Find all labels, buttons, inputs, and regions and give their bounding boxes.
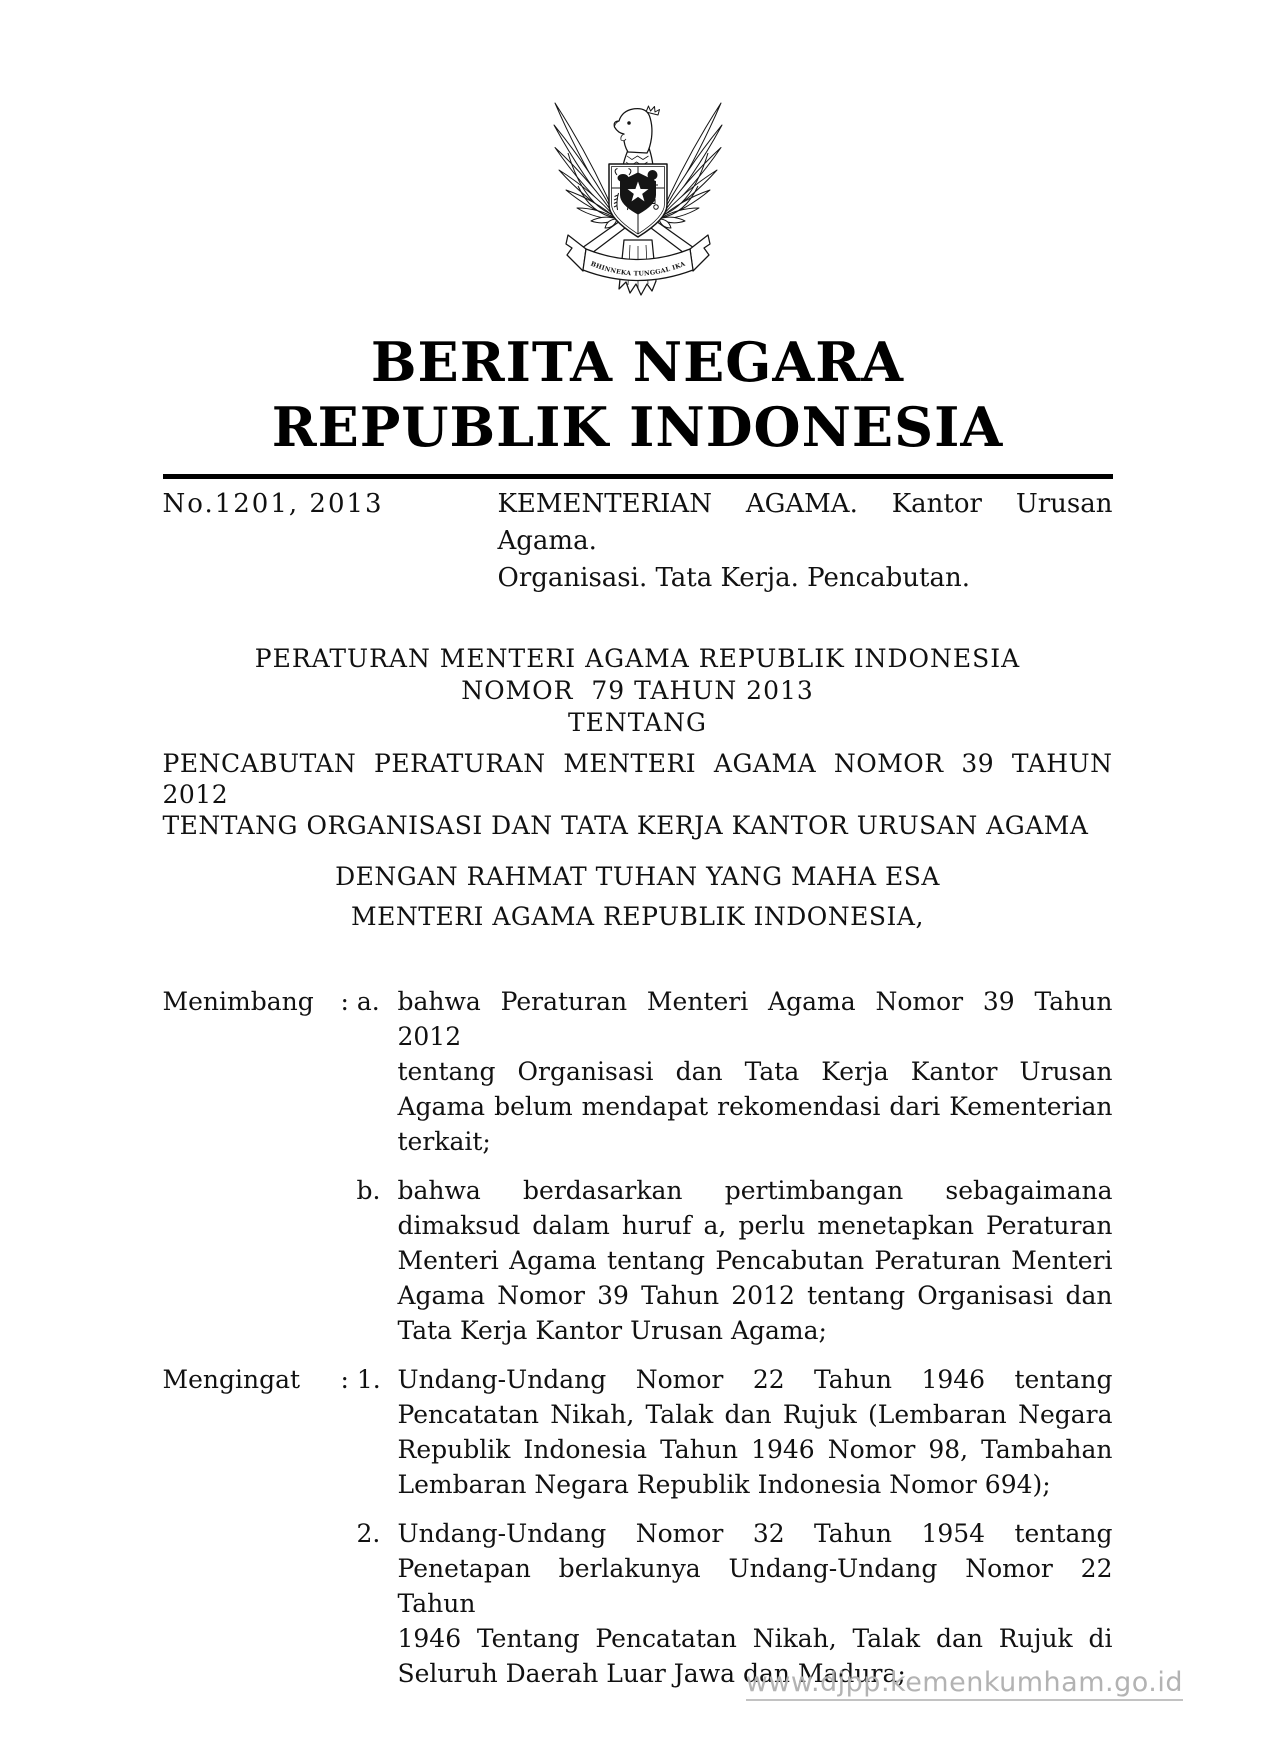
- masthead-divider-rule: [163, 474, 1113, 479]
- regulation-subject: [163, 748, 1113, 841]
- clause-line: bahwa berdasarkan pertimbangan sebagaimana: [397, 1176, 1113, 1205]
- clause-menimbang-a: [163, 984, 1113, 1159]
- masthead-line2: REPUBLIK INDONESIA: [271, 395, 1004, 459]
- clause-text: [398, 1362, 1113, 1502]
- clause-line: terkait;: [397, 1127, 491, 1156]
- regulation-subject-line1: PENCABUTAN PERATURAN MENTERI AGAMA NOMOR 39 TAHUN 2012: [162, 749, 1113, 809]
- clause-label: [163, 1173, 341, 1348]
- clauses-section: [163, 984, 1113, 1691]
- clause-line: Undang-Undang Nomor 22 Tahun 1946 tentang: [397, 1365, 1113, 1394]
- clause-line: Seluruh Daerah Luar Jawa dan Madura;: [397, 1659, 906, 1688]
- subject-keywords-line2: Organisasi. Tata Kerja. Pencabutan.: [497, 563, 971, 593]
- clause-label: Mengingat: [162, 1365, 301, 1394]
- tentang-label: TENTANG: [567, 708, 707, 737]
- clause-label: Menimbang: [162, 987, 314, 1016]
- gazette-masthead: [0, 330, 1275, 460]
- clause-line: 1946 Tentang Pencatatan Nikah, Talak dan Rujuk di: [397, 1624, 1113, 1653]
- subject-keywords-line1: KEMENTERIAN AGAMA. Kantor Urusan Agama.: [497, 489, 1113, 556]
- clause-line: Agama Nomor 39 Tahun 2012 tentang Organisasi dan: [397, 1281, 1113, 1310]
- invocation-line: DENGAN RAHMAT TUHAN YANG MAHA ESA: [335, 862, 940, 891]
- clause-marker: : 1.: [340, 1365, 381, 1394]
- clause-line: Menteri Agama tentang Pencabutan Peraturan Menteri: [397, 1246, 1113, 1275]
- regulation-title: PERATURAN MENTERI AGAMA REPUBLIK INDONESIA: [254, 644, 1021, 673]
- regulation-heading: [163, 643, 1113, 739]
- gazette-header-row: [163, 486, 1113, 597]
- clause-line: Tata Kerja Kantor Urusan Agama;: [397, 1316, 827, 1345]
- clause-line: Undang-Undang Nomor 32 Tahun 1954 tentang: [397, 1519, 1113, 1548]
- clause-text: [398, 1173, 1113, 1348]
- regulation-number: NOMOR 79 TAHUN 2013: [461, 676, 814, 705]
- clause-line: dimaksud dalam huruf a, perlu menetapkan Peraturan: [397, 1211, 1113, 1240]
- garuda-head: [614, 106, 659, 153]
- clause-text: [398, 984, 1113, 1159]
- clause-menimbang-b: [163, 1173, 1113, 1348]
- clause-line: Pencatatan Nikah, Talak dan Rujuk (Lembaran Negara: [397, 1400, 1113, 1429]
- gazette-page: [0, 90, 1275, 1740]
- clause-mengingat-2: [163, 1516, 1113, 1691]
- clause-line: Penetapan berlakunya Undang-Undang Nomor 22 Tahun: [397, 1554, 1113, 1618]
- masthead-line1: BERITA NEGARA: [370, 330, 905, 394]
- watermark-link[interactable]: www.djpp.kemenkumham.go.id: [746, 1667, 1183, 1701]
- clause-marker: : a.: [340, 987, 380, 1016]
- clause-text: [398, 1516, 1113, 1691]
- clause-marker: b.: [356, 1176, 381, 1205]
- clause-mengingat-1: [163, 1362, 1113, 1502]
- regulation-subject-line2: TENTANG ORGANISASI DAN TATA KERJA KANTOR URUSAN AGAMA: [162, 811, 1089, 840]
- emblem-motto-text: BHINNEKA TUNGGAL IKA: [588, 260, 687, 278]
- issue-number: No.1201, 2013: [162, 489, 384, 519]
- clause-line: tentang Organisasi dan Tata Kerja Kantor Urusan: [397, 1057, 1113, 1086]
- clause-label: [163, 1516, 341, 1691]
- clause-line: Agama belum mendapat rekomendasi dari Kementerian: [397, 1092, 1113, 1121]
- clause-line: Lembaran Negara Republik Indonesia Nomor 694);: [397, 1470, 1051, 1499]
- subject-keywords: [498, 486, 1113, 597]
- clause-line: bahwa Peraturan Menteri Agama Nomor 39 Tahun 2012: [397, 987, 1113, 1051]
- clause-marker: 2.: [356, 1519, 381, 1548]
- clause-line: Republik Indonesia Tahun 1946 Nomor 98, Tambahan: [397, 1435, 1113, 1464]
- authority-line: MENTERI AGAMA REPUBLIK INDONESIA,: [351, 902, 924, 931]
- garuda-pancasila-emblem: [553, 90, 723, 296]
